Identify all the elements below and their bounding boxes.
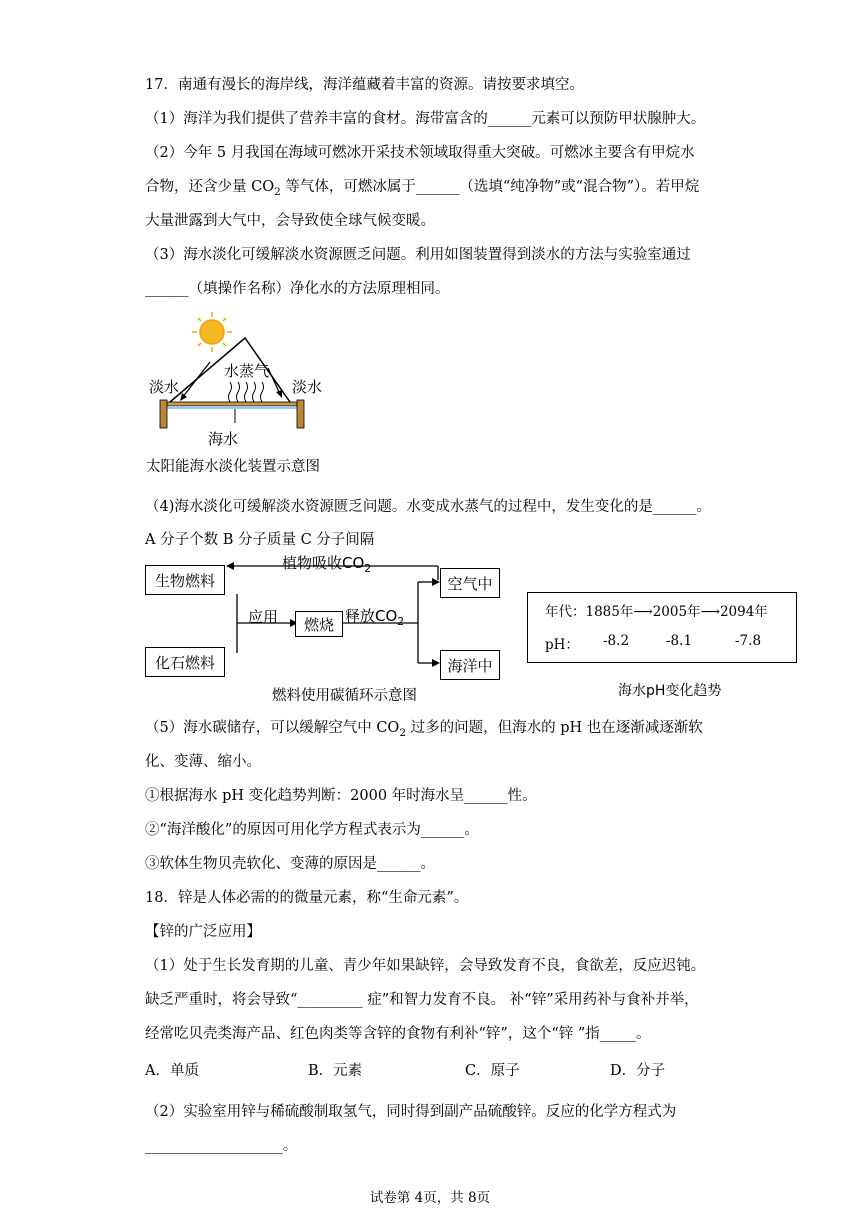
q18-option-a: A．单质 (145, 1063, 199, 1079)
label-plant-absorb-co2: 植物吸收$CO_2$ (282, 554, 372, 575)
solar-figure-caption: 太阳能海水淡化装置示意图 (146, 459, 320, 475)
trend-year-2005: 2005年 (652, 604, 701, 620)
sun-icon (192, 312, 232, 352)
q17-part3-line2: ______（填操作名称）净化水的方法原理相同。 (145, 281, 450, 297)
q18-option-b: B．元素 (308, 1063, 363, 1079)
trend-ph-2094: -7.8 (735, 633, 762, 649)
q17-part4: （4)海水淡化可缓解淡水资源匮乏问题。水变成水蒸气的过程中，发生变化的是______。 (145, 499, 711, 515)
q18-part1-line2: 缺乏严重时，将会导致“_________ 症”和智力发育不良。 补“锌”采用药补与食补并举， (145, 992, 699, 1008)
label-fresh-water-right: 淡水 (292, 378, 323, 396)
trend-year-label: 年代： (545, 604, 586, 620)
q17-part2-line1: （2）今年 5 月我国在海域可燃冰开采技术领域取得重大突破。可燃冰主要含有甲烷水 (145, 145, 695, 161)
q17-title: 17．南通有漫长的海岸线，海洋蕴藏着丰富的资源。请按要求填空。 (145, 77, 584, 93)
box-combustion: 燃烧 (295, 611, 343, 637)
q17-part2-line3: 大量泄露到大气中，会导致使全球气候变暖。 (145, 213, 435, 229)
trend-ph-1885: -8.2 (603, 633, 630, 649)
q17-part5-q2: ②“海洋酸化”的原因可用化学方程式表示为______。 (145, 822, 479, 838)
trend-ph-2005: -8.1 (666, 633, 693, 649)
trend-years-row (545, 600, 768, 620)
box-air: 空气中 (440, 568, 500, 598)
box-biofuel: 生物燃料 (145, 565, 225, 595)
q18-option-c: C．原子 (465, 1063, 520, 1079)
box-ocean: 海洋中 (440, 650, 500, 680)
q17-part4-options: A 分子个数 B 分子质量 C 分子间隔 (145, 532, 375, 548)
ph-trend-caption: 海水pH变化趋势 (618, 683, 722, 699)
q18-title: 18．锌是人体必需的的微量元素，称“生命元素”。 (145, 890, 469, 906)
page-footer: 试卷第 4页，共 8页 (369, 1190, 491, 1206)
q18-section-heading: 【锌的广泛应用】 (145, 924, 261, 940)
q18-part2-line1: （2）实验室用锌与稀硫酸制取氢气，同时得到副产品硫酸锌。反应的化学方程式为 (145, 1104, 677, 1120)
box-fossil-fuel: 化石燃料 (145, 647, 225, 677)
carbon-cycle-caption: 燃料使用碳循环示意图 (272, 688, 417, 704)
q18-part1-line3: 经常吃贝壳类海产品、红色肉类等含锌的食物有利补“锌”，这个“锌 ”指_____。 (145, 1026, 651, 1042)
arrow-right-icon: ⟶ (633, 604, 653, 620)
q18-part1-line1: （1）处于生长发育期的儿童、青少年如果缺锌，会导致发育不良，食欲差，反应迟钝。 (145, 958, 706, 974)
arrow-right-icon: ⟶ (700, 604, 720, 620)
label-application: 应用 (248, 608, 279, 626)
q18-option-d: D．分子 (610, 1063, 666, 1079)
q17-part5-line2: 化、变薄、缩小。 (145, 754, 261, 770)
q17-part2-line2: 合物，还含少量 $CO_2$ 等气体，可燃冰属于______（选填“纯净物”或“混合物”）。若甲烷 (145, 179, 700, 198)
q17-part1: （1）海洋为我们提供了营养丰富的食材。海带富含的______元素可以预防甲状腺肿大。 (145, 111, 706, 127)
q17-part3-line1: （3）海水淡化可缓解淡水资源匮乏问题。利用如图装置得到淡水的方法与实验室通过 (145, 247, 691, 263)
label-sea-water: 海水 (208, 430, 239, 448)
solar-desalination-figure (140, 310, 370, 480)
q17-part5-q3: ③软体生物贝壳软化、变薄的原因是______。 (145, 856, 435, 872)
label-fresh-water-left: 淡水 (149, 378, 180, 396)
ph-trend-box (527, 592, 797, 663)
q18-part2-line2: ___________________。 (145, 1138, 298, 1154)
trend-year-1885: 1885年 (585, 604, 634, 620)
label-water-vapor: 水蒸气 (224, 362, 270, 380)
q17-part5-q1: ①根据海水 pH 变化趋势判断：2000 年时海水呈______性。 (145, 788, 537, 804)
trend-ph-label: pH： (545, 637, 579, 653)
q17-part5-line1: （5）海水碳储存，可以缓解空气中 $CO_2$ 过多的问题，但海水的 pH 也在逐渐减逐渐软 (145, 720, 703, 739)
label-release-co2: 释放$CO_2$ (345, 607, 405, 628)
trend-year-2094: 2094年 (719, 604, 768, 620)
